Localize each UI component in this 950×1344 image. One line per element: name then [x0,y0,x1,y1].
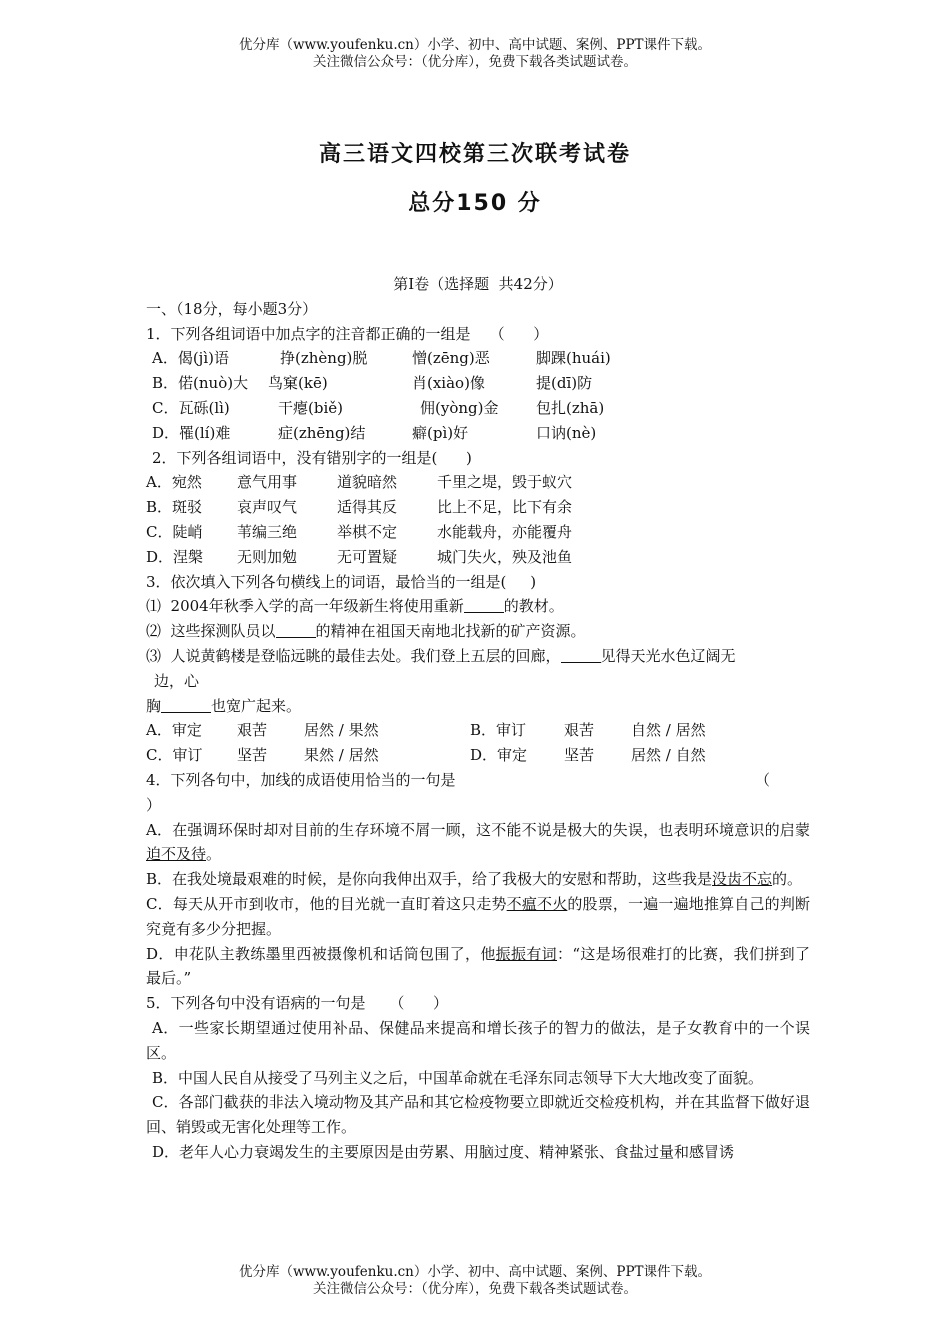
q1-stem: 1．下列各组词语中加点字的注音都正确的一组是 （ ） [146,324,549,343]
q3-sentence-3-end: 胸 也宽广起来。 [146,696,302,715]
q3-options-ab: A．审定 艰苦 居然 / 果然 B．审订 艰苦 自然 / 居然 [146,721,706,740]
q2-option-a: A．宛然 意气用事 道貌暗然 千里之堤，毁于蚁穴 [146,473,573,492]
q5-option-b: B．中国人民自从接受了马列主义之后，中国革命就在毛泽东同志领导下大大地改变了面貌。 [152,1068,764,1087]
q4-option-c: C．每天从开市到收市，他的目光就一直盯着这只走势不瘟不火的股票，一遍一遍地推算自己的判断究竟有多少分把握。 [146,894,810,938]
q3-stem: 3．依次填入下列各句横线上的词语，最恰当的一组是( ) [146,572,537,591]
q3-sentence-3: ⑶ 人说黄鹤楼是登临远眺的最佳去处。我们登上五层的回廊， 见得天光水色辽阔无 [146,646,736,665]
q4-stem-paren-close: ） [146,795,162,814]
q3-options-cd: C．审订 坚苦 果然 / 居然 D．审定 坚苦 居然 / 自然 [146,746,706,765]
q2-option-b: B．斑驳 哀声叹气 适得其反 比上不足，比下有余 [146,498,573,517]
q4-stem: 4．下列各句中，加线的成语使用恰当的一句是 （ [146,770,770,789]
q2-stem: 2．下列各组词语中，没有错别字的一组是( ) [152,448,472,467]
q5-option-c: C．各部门截获的非法入境动物及其产品和其它检疫物要立即就近交检疫机构，并在其监督下做好退回、销毁或无害化处理等工作。 [146,1093,810,1137]
fill-blank [161,696,211,713]
q5-option-a: A．一些家长期望通过使用补品、保健品来提高和增长孩子的智力的做法，是子女教育中的一个误区。 [146,1018,810,1062]
q4-option-a: A．在强调环保时却对目前的生存环境不屑一顾，这不能不说是极大的失误，也表明环境意识的启蒙迫不及待。 [146,820,810,864]
q1-option-c: C．瓦砾(lì) 干瘪(biě) 佣(yòng)金 包扎(zhā) [152,398,605,417]
q3-sentence-1: ⑴ 2004年秋季入学的高一年级新生将使用重新 的教材。 [146,597,564,616]
q4-option-d: D．申花队主教练墨里西被摄像机和话筒包围了，他振振有词：“这是场很难打的比赛，我们拼到了最后。” [146,944,811,988]
fill-blank [464,596,504,613]
part-one-heading: 一、（18分，每小题3分） [146,299,318,318]
q1-option-a: A．偈(jì)语 挣(zhèng)脱 憎(zēng)恶 脚踝(huái) [152,349,611,368]
header-line-1: 优分库（www.youfenku.cn）小学、初中、高中试题、案例、PPT课件下载。 [238,37,712,53]
q1-option-d: D．罹(lí)难 症(zhēng)结 癖(pì)好 口讷(nè) [152,423,597,442]
exam-content [146,272,810,1165]
footer-line-1: 优分库（www.youfenku.cn）小学、初中、高中试题、案例、PPT课件下载。 [238,1264,712,1280]
section-title: 第Ⅰ卷（选择题 共42分） [393,275,563,293]
footer-line-2: 关注微信公众号：（优分库），免费下载各类试题试卷。 [313,1281,637,1297]
q5-stem: 5．下列各句中没有语病的一句是 （ ） [146,994,448,1013]
page-footer [0,1264,950,1298]
header-line-2: 关注微信公众号：（优分库），免费下载各类试题试卷。 [313,54,637,70]
page-header [0,37,950,71]
q4-option-b: B．在我处境最艰难的时候，是你向我伸出双手，给了我极大的安慰和帮助，这些我是没齿不忘的。 [146,870,803,889]
q3-sentence-3-cont: 边，心 [154,671,200,690]
q3-sentence-2: ⑵ 这些探测队员以 的精神在祖国天南地北找新的矿产资源。 [146,622,586,641]
q1-option-b: B．偌(nuò)大 鸟窠(kē) 肖(xiào)像 提(dī)防 [152,374,593,393]
fill-blank [276,621,316,638]
fill-blank [561,646,601,663]
q2-option-d: D．涅槃 无则加勉 无可置疑 城门失火，殃及池鱼 [146,547,573,566]
exam-total-score: 总分150 分 [408,191,542,216]
q5-option-d: D．老年人心力衰竭发生的主要原因是由劳累、用脑过度、精神紧张、食盐过量和感冒诱 [152,1142,735,1161]
exam-title: 高三语文四校第三次联考试卷 [318,142,631,167]
q2-option-c: C．陡峭 苇编三绝 举棋不定 水能载舟，亦能覆舟 [146,522,573,541]
